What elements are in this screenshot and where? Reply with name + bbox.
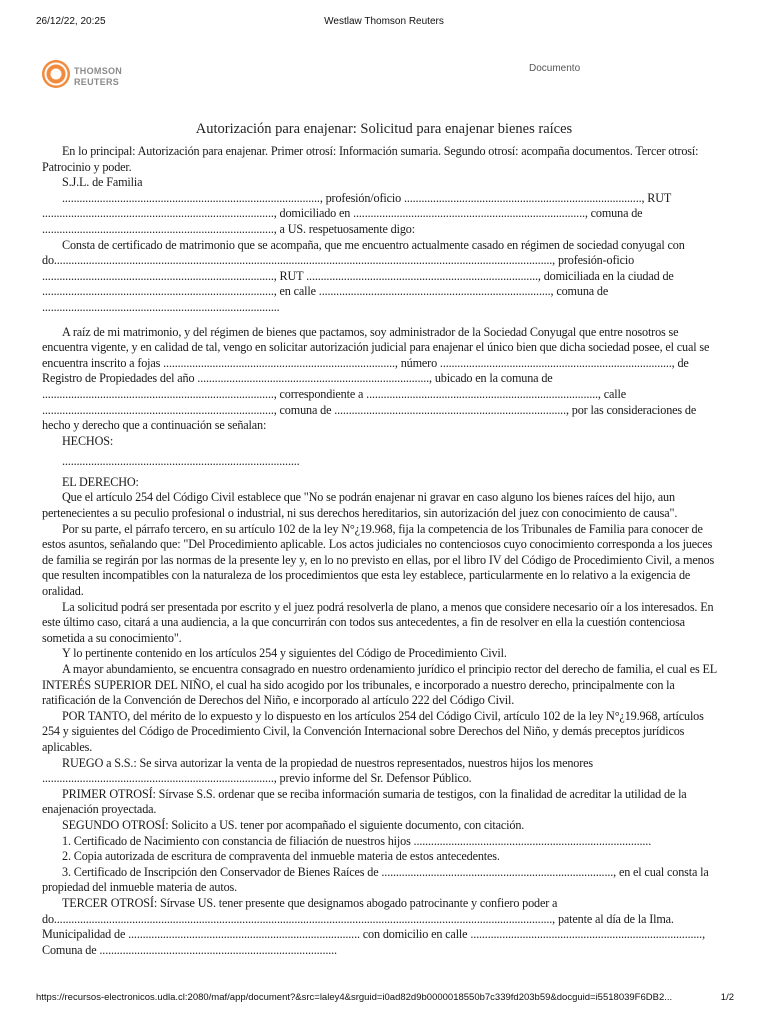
paragraph-ruego: RUEGO a S.S.: Se sirva autorizar la venta de la propiedad de nuestros representados, nuestros hijos los menores ................................................................................, previo informe del Sr. Defensor Público. xyxy=(42,755,593,786)
logo-circle-icon xyxy=(42,60,70,88)
logo-line-2: REUTERS xyxy=(74,77,120,87)
footer-page-number: 1/2 xyxy=(720,992,734,1003)
paragraph-property: A raíz de mi matrimonio, y del régimen de bienes que pactamos, soy administrador de la Sociedad Conyugal que entre nosotros se encuentra vigente, y en calidad de tal, vengo en solicitar autorización judicial para enajenar el único bien que dicha sociedad posee, el cual se encuentra inscrito a fojas ................................................................................, número ................................................................................, de Registro de Propiedades del año ................................................................................, ubicado en la comuna de ................................................................................, correspondiente a ................................................................................, calle ................................................................................, comuna de ................................................................................, por las consideraciones de hecho y derecho que a continuación se señalan: xyxy=(42,324,710,433)
paragraph-summary: En lo principal: Autorización para enajenar. Primer otrosí: Información sumaria. Segundo otrosí: acompaña documentos. Tercer otrosí: Patrocinio y poder. xyxy=(42,144,699,174)
paragraph-court: S.J.L. de Familia xyxy=(62,175,143,190)
print-header xyxy=(0,8,768,27)
thomson-reuters-logo xyxy=(42,58,132,92)
list-item-certificado-inscripcion: 3. Certificado de Inscripción den Conservador de Bienes Raíces de ................................................................................, en el cual consta la propiedad del inmueble materia de autos. xyxy=(42,864,709,895)
logo-line-1: THOMSON xyxy=(74,66,123,76)
print-datetime: 26/12/22, 20:25 xyxy=(36,16,106,27)
paragraph-por-tanto: POR TANTO, del mérito de lo expuesto y lo dispuesto en los artículos 254 del Código Civil, artículo 102 de la ley N°¿19.968, artículos 254 y siguientes del Código de Procedimiento Civil, la Convención Internacional sobre Derechos del Niño, y demás preceptos jurídicos aplicables. xyxy=(42,708,704,754)
document-title: Autorización para enajenar: Solicitud para enajenar bienes raíces xyxy=(195,121,573,137)
paragraph-pertinente: Y lo pertinente contenido en los artículos 254 y siguientes del Código de Procedimiento Civil. xyxy=(62,646,507,661)
paragraph-art-102: Por su parte, el párrafo tercero, en su artículo 102 de la ley N°¿19.968, fija la competencia de los Tribunales de Familia para conocer de estos asuntos, señalando que: "Del Procedimiento aplicable. Los actos judiciales no contenciosos cuyo conocimiento corresponda a los jueces de familia se regirán por las normas de la presente ley y, en lo no previsto en ellas, por el libro IV del Código de Procedimiento Civil, a menos que resulten incompatibles con la naturaleza de los procedimientos que esta ley establece, particularmente en lo relativo a la exigencia de oralidad. xyxy=(42,521,715,599)
paragraph-marriage: Consta de certificado de matrimonio que se acompaña, que me encuentro actualmente casado en régimen de sociedad conyugal con do............................................................................................................................................................................, profesión-oficio ................................................................................, RUT ................................................................................, domiciliada en la ciudad de ................................................................................, en calle ................................................................................, comuna de .................................................................................. xyxy=(42,237,685,314)
paragraph-applicant: ........................................................................................., profesión/oficio .................................................................................., RUT ................................................................................, domiciliado en ................................................................................, comuna de ................................................................................, a US. respetuosamente digo: xyxy=(42,190,671,236)
list-item-certificado-nacimiento: 1. Certificado de Nacimiento con constancia de filiación de nuestros hijos .................................................................................. xyxy=(62,833,652,848)
paragraph-interes-superior: A mayor abundamiento, se encuentra consagrado en nuestro ordenamiento jurídico el principio rector del derecho de familia, el cual es EL INTERÉS SUPERIOR DEL NIÑO, el cual ha sido acogido por los tribunales, e incorporado a nuestro derecho, principalmente con la ratificación de la Convención de Derechos del Niño, e incorporado al artículo 222 del Código Civil. xyxy=(42,662,717,708)
paragraph-segundo-otrosi: SEGUNDO OTROSÍ: Solicito a US. tener por acompañado el siguiente documento, con citación. xyxy=(62,817,525,832)
list-item-copia-escritura: 2. Copia autorizada de escritura de compraventa del inmueble materia de estos antecedentes. xyxy=(62,849,500,864)
paragraph-hechos-blank: .................................................................................. xyxy=(62,454,300,469)
document-body xyxy=(42,144,722,958)
paragraph-primer-otrosi: PRIMER OTROSÍ: Sírvase S.S. ordenar que se reciba información sumaria de testigos, con la finalidad de acreditar la utilidad de la enajenación proyectada. xyxy=(42,786,687,817)
paragraph-tercer-otrosi: TERCER OTROSÍ: Sírvase US. tener presente que designamos abogado patrocinante y confiero poder a do............................................................................................................................................................................, patente al día de la Ilma. Municipalidad de ................................................................................ con domicilio en calle ................................................................................, Comuna de .................................................................................. xyxy=(42,895,705,957)
document-label: Documento xyxy=(529,63,581,74)
heading-hechos: HECHOS: xyxy=(62,433,114,448)
print-footer xyxy=(0,992,768,1006)
heading-derecho: EL DERECHO: xyxy=(62,474,139,489)
footer-url: https://recursos-electronicos.udla.cl:2080/maf/app/document?&src=laley4&srguid=i0ad82d9b0000018550b7c339fd203b59&docguid=i5518039F6DB2... xyxy=(36,992,673,1003)
paragraph-art-254: Que el artículo 254 del Código Civil establece que "No se podrán enajenar ni gravar en caso alguno los bienes raíces del hijo, aun pertenecientes a su peculio profesional o industrial, ni sus derechos hereditarios, sin autorización del juez con conocimiento de causa". xyxy=(42,490,678,521)
print-page-title: Westlaw Thomson Reuters xyxy=(324,16,444,27)
paragraph-solicitud: La solicitud podrá ser presentada por escrito y el juez podrá resolverla de plano, a menos que considere necesario oír a los interesados. En este último caso, citará a una audiencia, a la que concurrirán con todos sus antecedentes, a fin de resolver en ella la cuestión contenciosa sometida a su conocimiento". xyxy=(42,599,714,645)
